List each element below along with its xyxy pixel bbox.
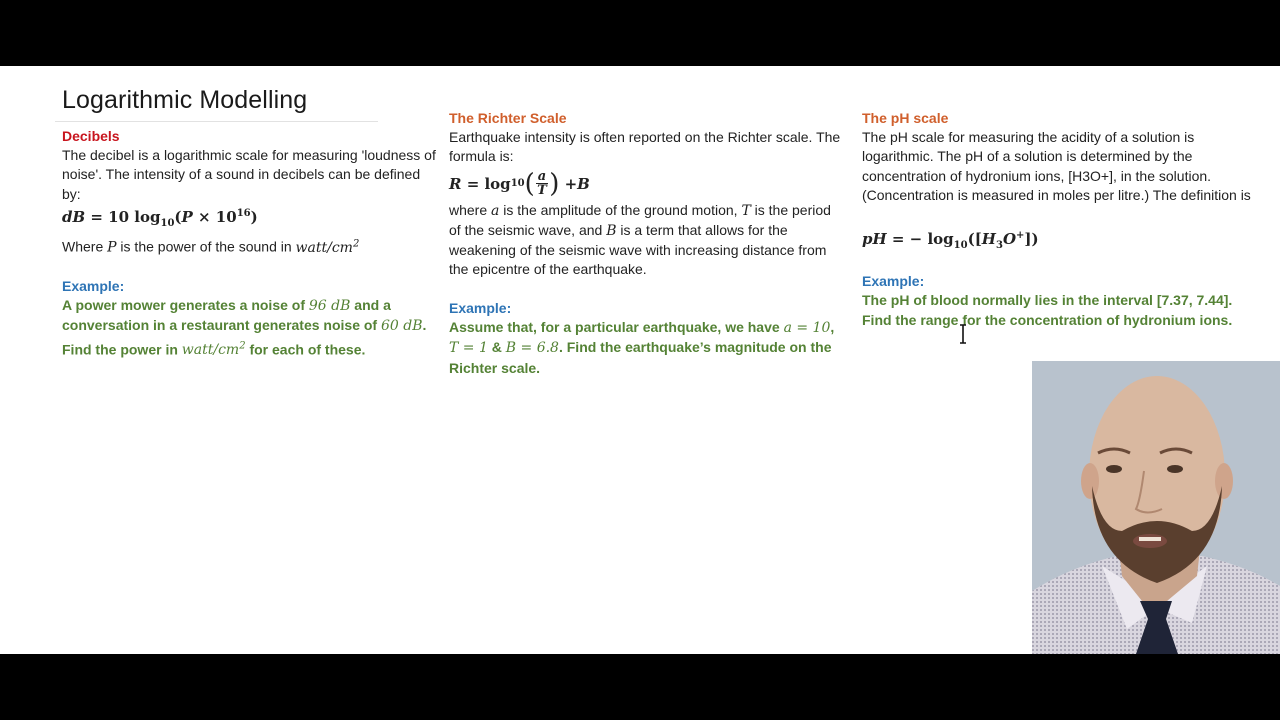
section-decibels [62,127,437,361]
section-body: The decibel is a logarithmic scale for measuring 'loudness of noise'. The intensity of a sound in decibels can be defined by: [62,147,436,202]
example-text: A power mower generates a noise of 96 dB and a conversation in a restaurant generates noise of 60 dB. Find the power in watt/$cm^2$ for each of these. [62,297,427,359]
slide-title: Logarithmic Modelling [62,86,308,114]
presenter-webcam [1032,361,1280,654]
ph-formula: pH = − $\log_{10}([H_3O^+])$ [862,230,1039,252]
letterbox-top [0,0,1280,66]
section-heading: Decibels [62,128,120,144]
richter-formula: R = log 10 ( $\frac{a}{T}$ ) + B [449,168,590,199]
example-label: Example: [862,273,925,290]
example-text: Assume that, for a particular earthquake, we have a = 10, T = 1 & B = 6.8. Find the earthquake’s magnitude on the Richter scale. [449,319,835,376]
formula-note: where a is the amplitude of the ground motion, T is the period of the seismic wave, and B is a term that allows for the weakening of the seismic wave with increasing distance from the epicentre of the earthquake. [449,201,831,278]
section-richter [449,109,844,378]
text-cursor-icon [958,324,968,344]
section-body: The pH scale for measuring the acidity of a solution is logarithmic. The pH of a solution is determined by the concentration of hydronium ions, [H3O+], in the solution. (Concentration is measured in moles per litre.) The definition is [862,129,1251,203]
section-heading: The Richter Scale [449,110,567,126]
unit: watt/$cm^2$ [295,237,360,256]
decibel-formula: dB = 10 $\log_{10}(P \times 10^{16})$ [62,207,258,229]
title-divider [55,121,378,122]
example-label: Example: [62,277,125,294]
formula-note: Where P is the power of the sound in watt/$cm^2$ [62,237,360,256]
example-text: The pH of blood normally lies in the interval [7.37, 7.44]. Find the range for the concentration of hydronium ions. [862,292,1233,328]
slide [0,66,1280,654]
section-ph [862,109,1262,330]
section-body: Earthquake intensity is often reported on the Richter scale. The formula is: [449,129,841,165]
presenter-portrait-icon [1032,361,1280,654]
section-heading: The pH scale [862,110,949,126]
letterbox-bottom [0,654,1280,720]
example-label: Example: [449,299,512,316]
